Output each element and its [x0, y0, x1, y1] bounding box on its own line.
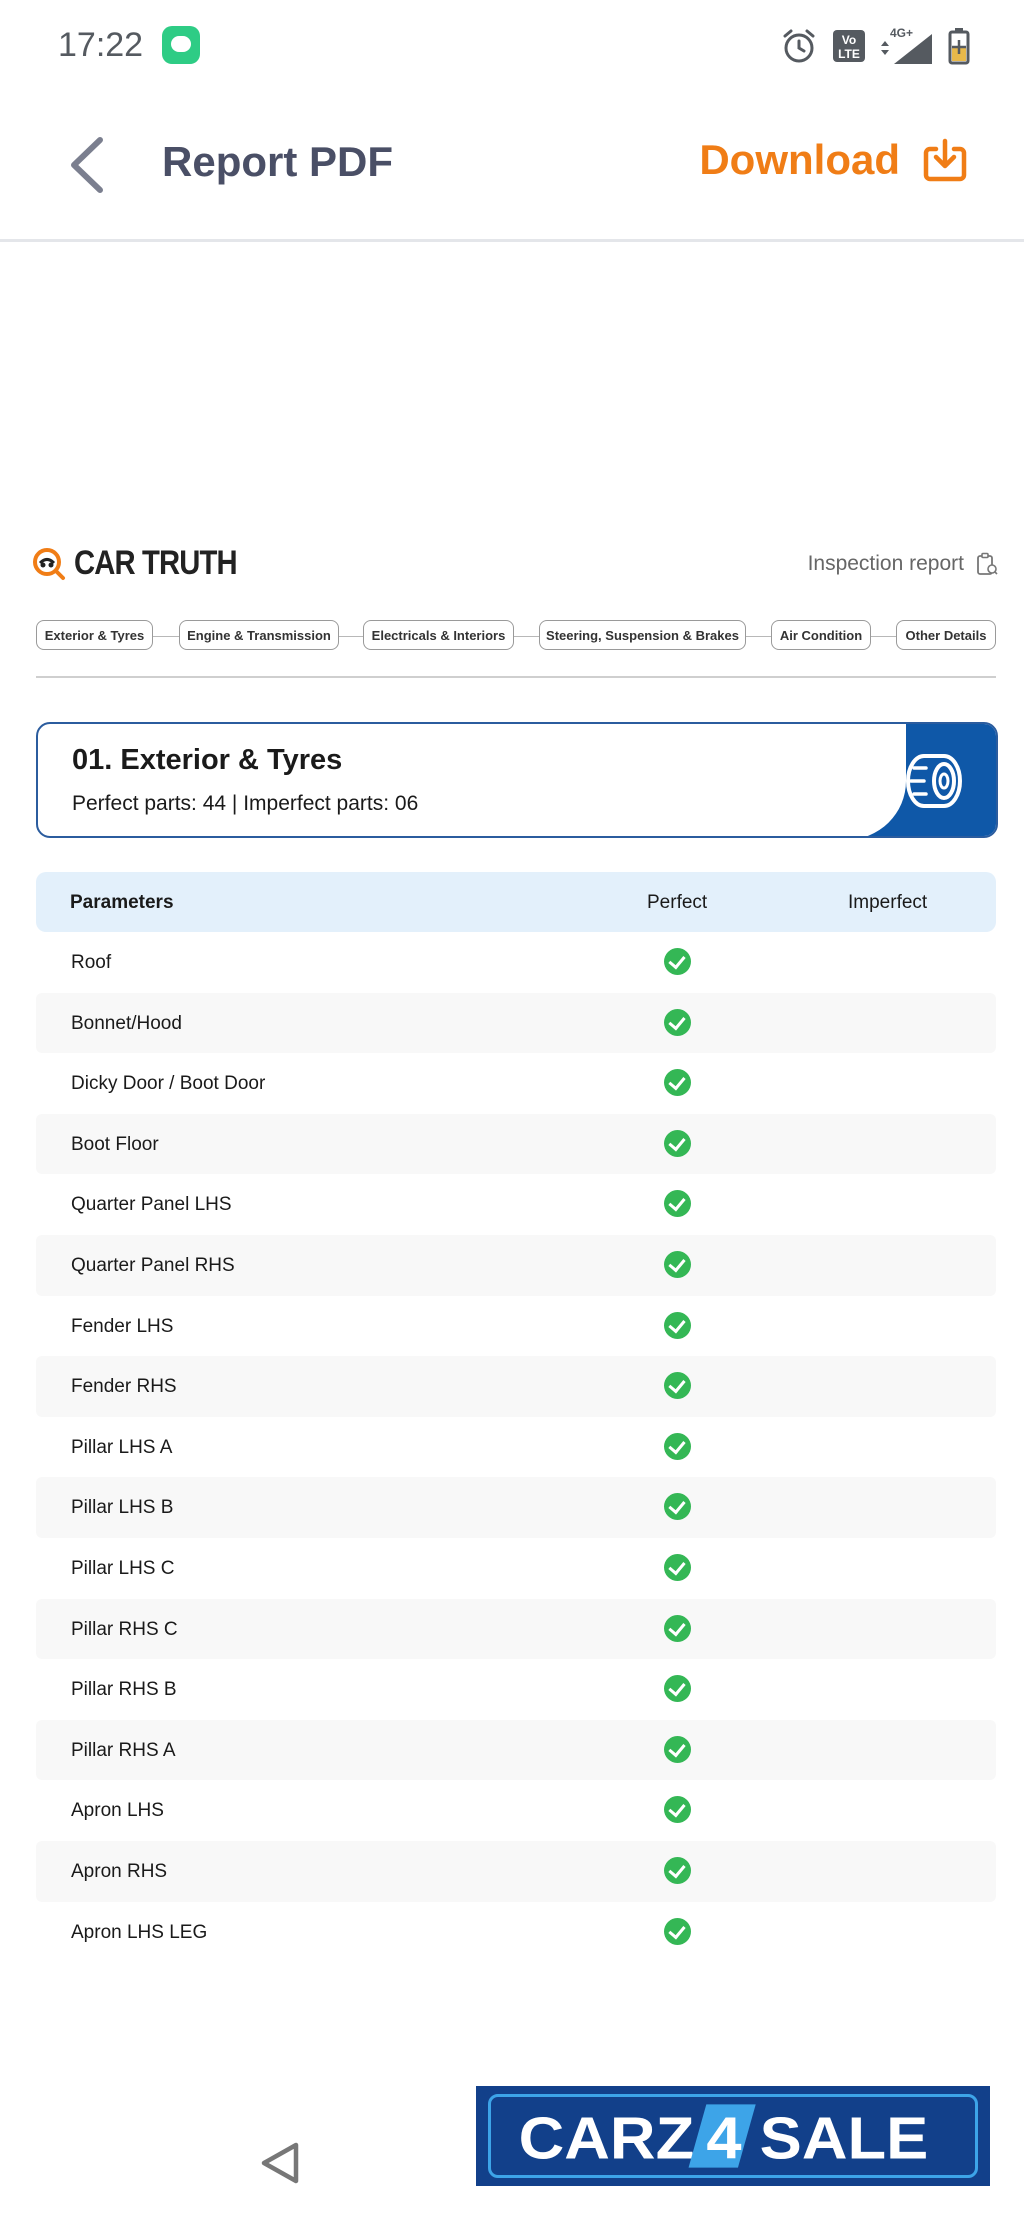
- row-parameter: Pillar RHS C: [71, 1618, 178, 1640]
- section-summary: Perfect parts: 44 | Imperfect parts: 06: [72, 792, 419, 815]
- table-row: [36, 1538, 996, 1599]
- parameters-table: [36, 872, 996, 1962]
- chip-air-condition[interactable]: Air Condition: [771, 620, 871, 650]
- battery-charging-icon: [948, 27, 970, 65]
- category-nav: [36, 620, 996, 652]
- table-row: [36, 1841, 996, 1902]
- row-parameter: Fender RHS: [71, 1376, 177, 1398]
- carz4sale-logo: [491, 2097, 975, 2175]
- watermark-frame: [488, 2094, 978, 2178]
- table-row: [36, 1417, 996, 1478]
- table-row: [36, 1296, 996, 1357]
- check-circle-icon: [664, 1675, 691, 1702]
- table-row: [36, 1174, 996, 1235]
- row-parameter: Fender LHS: [71, 1315, 174, 1337]
- chip-steering-suspension-brakes[interactable]: Steering, Suspension & Brakes: [539, 620, 746, 650]
- table-row: [36, 1477, 996, 1538]
- chip-other-details[interactable]: Other Details: [896, 620, 996, 650]
- header-parameters: Parameters: [70, 892, 174, 913]
- table-header: [36, 872, 996, 932]
- check-circle-icon: [664, 948, 691, 975]
- table-row: [36, 1356, 996, 1417]
- download-button[interactable]: [699, 136, 968, 184]
- alarm-icon: [780, 27, 818, 65]
- volte-label-top: Vo: [841, 33, 857, 47]
- row-parameter: Boot Floor: [71, 1133, 159, 1155]
- table-row: [36, 1720, 996, 1781]
- table-row: [36, 1235, 996, 1296]
- row-parameter: Bonnet/Hood: [71, 1012, 182, 1034]
- table-row: [36, 1053, 996, 1114]
- signal-4g-icon: [880, 26, 934, 66]
- chip-engine-transmission[interactable]: Engine & Transmission: [179, 620, 339, 650]
- status-bar: [0, 0, 1024, 96]
- section-badge: [848, 722, 998, 838]
- page-title: Report PDF: [162, 138, 393, 185]
- row-parameter: Pillar LHS A: [71, 1436, 173, 1458]
- network-label: 4G+: [890, 26, 914, 40]
- row-parameter: Apron RHS: [71, 1860, 168, 1882]
- watermark-text-left: CARZ: [518, 2105, 695, 2172]
- tyre-icon: [906, 752, 962, 810]
- header-imperfect: Imperfect: [848, 892, 928, 913]
- check-circle-icon: [664, 1312, 691, 1339]
- check-circle-icon: [664, 1554, 691, 1581]
- table-row: [36, 993, 996, 1054]
- volte-icon: [832, 29, 866, 63]
- row-parameter: Apron LHS: [71, 1800, 164, 1822]
- header-perfect: Perfect: [647, 892, 708, 913]
- chevron-left-icon: [60, 132, 116, 198]
- row-parameter: Quarter Panel RHS: [71, 1254, 235, 1276]
- download-icon: [922, 137, 968, 183]
- watermark-text-right: SALE: [759, 2105, 929, 2172]
- clipboard-icon: [976, 552, 998, 576]
- table-body: [36, 932, 996, 1962]
- check-circle-icon: [664, 1009, 691, 1036]
- row-parameter: Pillar LHS B: [71, 1497, 174, 1519]
- download-label: Download: [699, 136, 900, 183]
- table-row: [36, 1114, 996, 1175]
- table-row: [36, 1780, 996, 1841]
- row-parameter: Dicky Door / Boot Door: [71, 1073, 266, 1095]
- inspection-report-label: [808, 552, 998, 576]
- brand-logo: [32, 544, 263, 583]
- row-parameter: Apron LHS LEG: [71, 1921, 208, 1943]
- watermark-text-mid: 4: [706, 2105, 742, 2172]
- check-circle-icon: [664, 1130, 691, 1157]
- nav-back-icon[interactable]: [258, 2140, 302, 2186]
- check-circle-icon: [664, 1069, 691, 1096]
- row-parameter: Roof: [71, 952, 112, 973]
- check-circle-icon: [664, 1190, 691, 1217]
- volte-label-bottom: LTE: [838, 47, 860, 61]
- status-icons: [780, 26, 970, 66]
- chat-app-icon: [162, 26, 200, 64]
- check-circle-icon: [664, 1736, 691, 1763]
- table-row: [36, 1902, 996, 1963]
- chip-exterior-tyres[interactable]: Exterior & Tyres: [36, 620, 153, 650]
- check-circle-icon: [664, 1615, 691, 1642]
- check-circle-icon: [664, 1857, 691, 1884]
- row-parameter: Pillar RHS A: [71, 1739, 176, 1761]
- table-row: [36, 1599, 996, 1660]
- section-title: 01. Exterior & Tyres: [72, 744, 343, 776]
- status-time: 17:22: [58, 26, 144, 64]
- check-circle-icon: [664, 1796, 691, 1823]
- section-header-card: [36, 722, 998, 838]
- row-parameter: Pillar LHS C: [71, 1557, 175, 1579]
- check-circle-icon: [664, 1251, 691, 1278]
- carz4sale-watermark: [476, 2086, 990, 2186]
- table-row: [36, 1659, 996, 1720]
- check-circle-icon: [664, 1493, 691, 1520]
- app-bar: [0, 96, 1024, 242]
- inspection-report-text: Inspection report: [807, 552, 964, 575]
- table-row: [36, 932, 996, 993]
- check-circle-icon: [664, 1372, 691, 1399]
- brand-name: CAR TRUTH: [74, 544, 237, 582]
- car-truth-logo-icon: [32, 547, 66, 581]
- check-circle-icon: [664, 1918, 691, 1945]
- row-parameter: Quarter Panel LHS: [71, 1194, 232, 1216]
- section-divider: [36, 676, 996, 678]
- chip-electricals-interiors[interactable]: Electricals & Interiors: [363, 620, 514, 650]
- check-circle-icon: [664, 1433, 691, 1460]
- row-parameter: Pillar RHS B: [71, 1679, 177, 1701]
- back-button[interactable]: [60, 132, 116, 198]
